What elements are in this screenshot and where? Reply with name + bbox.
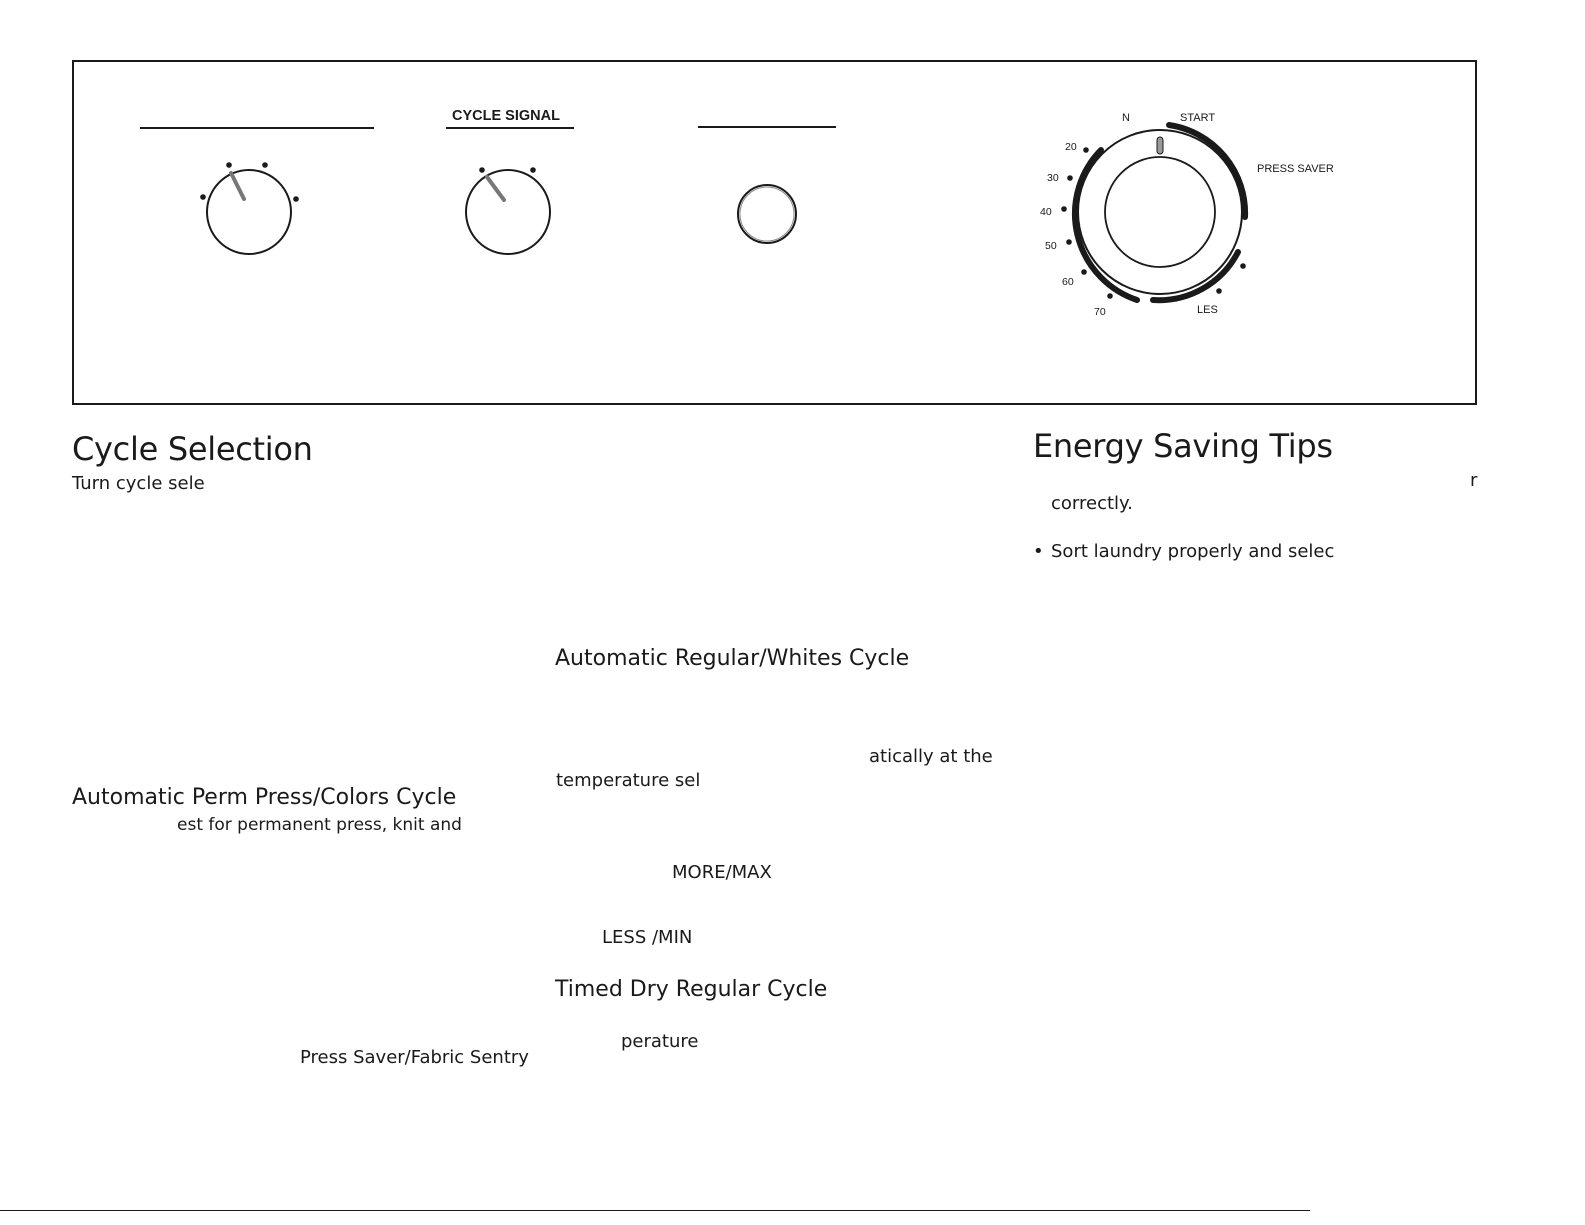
- dial-mark-20: 20: [1065, 141, 1077, 153]
- dial-start-label: START: [1180, 112, 1216, 124]
- start-button[interactable]: [738, 185, 796, 243]
- bottom-rule: [0, 1210, 1310, 1211]
- dial-mark-50: 50: [1045, 240, 1057, 252]
- correctly-text: correctly.: [1051, 493, 1133, 514]
- more-max-label: MORE/MAX: [672, 862, 772, 883]
- auto-text-end: atically at the: [869, 746, 993, 767]
- sort-laundry-text: Sort laundry properly and selec: [1051, 541, 1335, 562]
- regular-whites-heading: Automatic Regular/Whites Cycle: [555, 646, 910, 671]
- stray-r-text: r: [1470, 470, 1478, 491]
- dial-n-label: N: [1122, 112, 1130, 124]
- dial-mark-30: 30: [1047, 172, 1059, 184]
- dial-press-saver-label: PRESS SAVER: [1257, 163, 1334, 175]
- control-panel-drawing: [74, 62, 1479, 407]
- cycle-selection-text: Turn cycle sele: [72, 473, 205, 494]
- energy-saving-tips-heading: Energy Saving Tips: [1033, 427, 1333, 465]
- timed-dry-heading: Timed Dry Regular Cycle: [555, 977, 828, 1002]
- temperature-knob[interactable]: [200, 162, 299, 254]
- bullet: •: [1033, 541, 1044, 562]
- perm-press-heading: Automatic Perm Press/Colors Cycle: [72, 785, 457, 810]
- timer-dial[interactable]: [1061, 125, 1246, 300]
- dryer-control-panel: [72, 60, 1477, 405]
- less-min-label: LESS /MIN: [602, 927, 693, 948]
- cycle-signal-knob[interactable]: [466, 167, 550, 254]
- press-saver-fabric-sentry-text: Press Saver/Fabric Sentry: [300, 1047, 529, 1068]
- perature-text: perature: [621, 1031, 699, 1052]
- dial-mark-40: 40: [1040, 206, 1052, 218]
- perm-press-text: est for permanent press, knit and: [177, 815, 462, 835]
- cycle-selection-heading: Cycle Selection: [72, 430, 313, 468]
- dial-less-label: LES: [1197, 304, 1218, 316]
- dial-mark-70: 70: [1094, 306, 1106, 318]
- dial-mark-60: 60: [1062, 276, 1074, 288]
- temperature-text: temperature sel: [556, 770, 701, 791]
- cycle-signal-label: CYCLE SIGNAL: [452, 108, 560, 124]
